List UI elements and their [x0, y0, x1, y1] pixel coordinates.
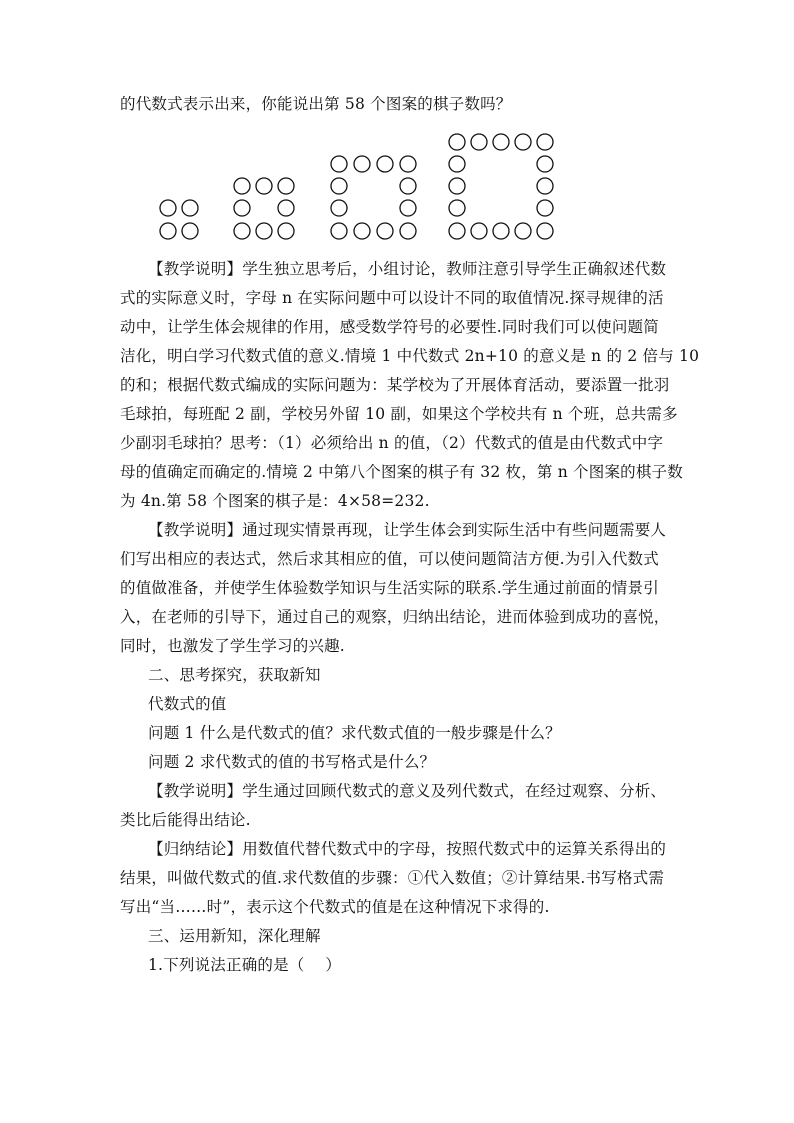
text-line-13: 的值做准备，并使学生体验数学知识与生活实际的联系.学生通过前面的情景引	[120, 579, 659, 597]
chess-piece	[515, 134, 531, 150]
chess-piece	[537, 178, 553, 194]
chess-piece	[331, 223, 347, 239]
pattern-1	[160, 200, 198, 239]
chess-piece	[354, 156, 370, 172]
text-line-3: 式的实际意义时，字母 n 在实际问题中可以设计不同的取值情况.探寻规律的活	[120, 289, 664, 307]
chess-piece	[278, 200, 294, 216]
chess-piece	[471, 223, 487, 239]
chess-piece	[256, 178, 272, 194]
chess-piece	[278, 178, 294, 194]
exercise-1: 1.下列说法正确的是（ ）	[148, 956, 342, 974]
chess-pattern-svg	[155, 128, 565, 248]
text-line-6: 的和；根据代数式编成的实际问题为：某学校为了开展体育活动，要添置一批羽	[120, 376, 670, 394]
chess-piece	[449, 134, 465, 150]
text-line-20: 【教学说明】学生通过回顾代数式的意义及列代数式，在经过观察、分析、	[148, 782, 667, 800]
text-line-23: 结果，叫做代数式的值.求代数值的步骤：①代入数值；②计算结果.书写格式需	[120, 869, 665, 887]
chess-piece	[256, 223, 272, 239]
subheading-algebraic-value: 代数式的值	[148, 695, 227, 713]
chess-piece	[493, 134, 509, 150]
question-1: 问题 1 什么是代数式的值？求代数式值的一般步骤是什么？	[148, 724, 561, 742]
chess-piece	[515, 223, 531, 239]
chess-piece	[377, 223, 393, 239]
chess-piece	[493, 223, 509, 239]
text-line-8: 少副羽毛球拍？思考：（1）必须给出 n 的值，（2）代数式的值是由代数式中字	[120, 434, 664, 452]
text-line-7: 毛球拍，每班配 2 副，学校另外留 10 副，如果这个学校共有 n 个班，总共需多	[120, 405, 678, 423]
text-line-5: 洁化，明白学习代数式值的意义.情境 1 中代数式 2n+10 的意义是 n 的 2 倍与 10	[120, 347, 700, 365]
chess-piece	[537, 223, 553, 239]
chess-piece	[331, 178, 347, 194]
chess-piece	[537, 156, 553, 172]
chess-piece	[160, 200, 176, 216]
chess-piece	[331, 156, 347, 172]
text-line-4: 动中，让学生体会规律的作用，感受数学符号的必要性.同时我们可以使问题简	[120, 318, 659, 336]
chess-piece	[182, 200, 198, 216]
text-line-9: 母的值确定而确定的.情境 2 中第八个图案的棋子有 32 枚，第 n 个图案的棋子数	[120, 463, 683, 481]
chess-piece	[471, 134, 487, 150]
chess-piece	[400, 178, 416, 194]
chess-piece	[377, 156, 393, 172]
chess-piece	[234, 178, 250, 194]
text-line-21: 类比后能得出结论.	[120, 811, 251, 829]
chess-piece	[400, 156, 416, 172]
chess-piece	[449, 156, 465, 172]
text-line-1: 的代数式表示出来，你能说出第 58 个图案的棋子数吗？	[120, 95, 512, 113]
chess-piece	[182, 223, 198, 239]
chess-piece	[331, 200, 347, 216]
text-line-14: 入，在老师的引导下，通过自己的观察，归纳出结论，进而体验到成功的喜悦，	[120, 608, 670, 626]
section-heading-2: 二、思考探究，获取新知	[148, 666, 321, 684]
pattern-4	[449, 134, 553, 239]
chess-pattern-figure	[155, 128, 565, 248]
chess-piece	[537, 134, 553, 150]
question-2: 问题 2 求代数式的值的书写格式是什么？	[148, 753, 436, 771]
text-line-24: 写出“当……时”，表示这个代数式的值是在这种情况下求得的.	[120, 898, 550, 916]
chess-piece	[537, 200, 553, 216]
section-heading-3: 三、运用新知，深化理解	[148, 927, 321, 945]
text-line-10: 为 4n.第 58 个图案的棋子是：4×58=232.	[120, 492, 430, 510]
chess-piece	[278, 223, 294, 239]
chess-piece	[400, 200, 416, 216]
pattern-2	[234, 178, 294, 239]
chess-piece	[449, 178, 465, 194]
text-line-12: 们写出相应的表达式，然后求其相应的值，可以使问题简洁方便.为引入代数式	[120, 550, 659, 568]
chess-piece	[354, 223, 370, 239]
pattern-3	[331, 156, 416, 239]
text-line-22: 【归纳结论】用数值代替代数式中的字母，按照代数式中的运算关系得出的	[148, 840, 667, 858]
text-line-15: 同时，也激发了学生学习的兴趣.	[120, 637, 345, 655]
chess-piece	[449, 223, 465, 239]
chess-piece	[449, 200, 465, 216]
chess-piece	[160, 223, 176, 239]
chess-piece	[234, 200, 250, 216]
text-line-2: 【教学说明】学生独立思考后，小组讨论，教师注意引导学生正确叙述代数	[148, 260, 667, 278]
text-line-11: 【教学说明】通过现实情景再现，让学生体会到实际生活中有些问题需要人	[148, 521, 667, 539]
chess-piece	[234, 223, 250, 239]
chess-piece	[400, 223, 416, 239]
